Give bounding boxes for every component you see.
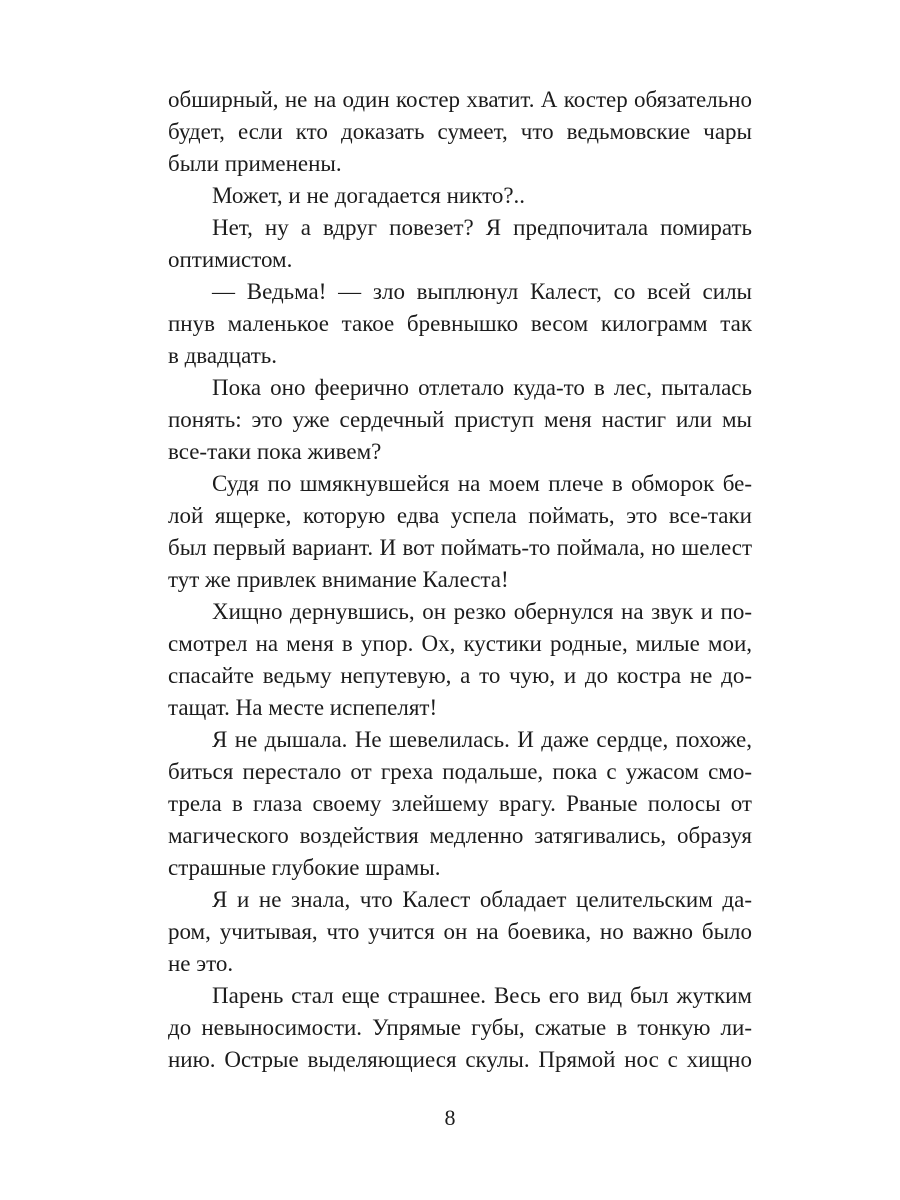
text-line: будет, если кто доказать сумеет, что ведьмовские чары <box>168 119 752 144</box>
text-line: пнув маленькое такое бревнышко весом килограмм так <box>168 311 752 336</box>
text-line: смотрел на меня в упор. Ох, кустики родные, милые мои, <box>168 631 752 656</box>
text-line: до невыносимости. Упрямые губы, сжатые в тонкую ли- <box>168 1015 752 1040</box>
text-line: был первый вариант. И вот поймать-то поймала, но шелест <box>168 535 752 560</box>
text-line: Нет, ну а вдруг повезет? Я предпочитала помирать <box>212 215 752 240</box>
text-line: тащат. На месте испепелят! <box>168 695 438 720</box>
text-line: лой ящерке, которую едва успела поймать, это все-таки <box>168 503 752 528</box>
text-line: — Ведьма! — зло выплюнул Калест, со всей силы <box>212 279 752 304</box>
text-line: трела в глаза своему злейшему врагу. Рваные полосы от <box>168 791 752 816</box>
text-line: тут же привлек внимание Калеста! <box>168 567 509 592</box>
text-line: не это. <box>168 951 234 976</box>
text-line: биться перестало от греха подальше, пока с ужасом смо- <box>168 759 752 784</box>
text-line: все-таки пока живем? <box>168 439 382 464</box>
text-line: в двадцать. <box>168 343 277 368</box>
text-line: Может, и не догадается никто?.. <box>212 183 526 208</box>
text-line: оптимистом. <box>168 247 293 272</box>
page-number: 8 <box>444 1105 456 1130</box>
text-line: понять: это уже сердечный приступ меня настиг или мы <box>168 407 752 432</box>
text-line: были применены. <box>168 151 342 176</box>
body-text <box>168 84 752 1076</box>
text-line: Судя по шмякнувшейся на моем плече в обморок бе- <box>212 471 752 496</box>
text-line: Я не дышала. Не шевелилась. И даже сердце, похоже, <box>212 727 752 752</box>
text-line: Пока оно феерично отлетало куда-то в лес, пыталась <box>212 375 752 400</box>
text-line: нию. Острые выделяющиеся скулы. Прямой нос с хищно <box>168 1047 752 1072</box>
text-line: Я и не знала, что Калест обладает целительским да- <box>212 887 752 912</box>
text-line: ром, учитывая, что учится он на боевика, но важно было <box>168 919 752 944</box>
text-line: Парень стал еще страшнее. Весь его вид был жутким <box>212 983 752 1008</box>
text-line: страшные глубокие шрамы. <box>168 855 441 880</box>
text-line: спасайте ведьму непутевую, а то чую, и до костра не до- <box>168 663 752 688</box>
text-line: Хищно дернувшись, он резко обернулся на звук и по- <box>212 599 752 624</box>
text-line: магического воздействия медленно затягивались, образуя <box>168 823 752 848</box>
text-line: обширный, не на один костер хватит. А костер обязательно <box>168 87 752 112</box>
